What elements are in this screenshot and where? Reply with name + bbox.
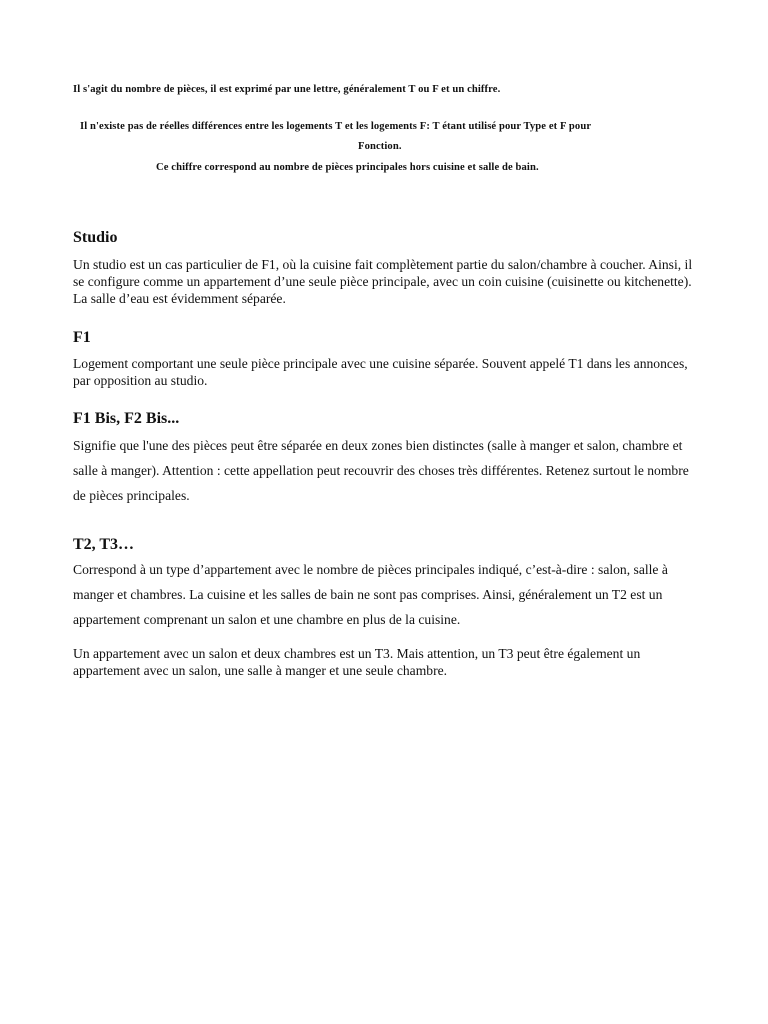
paragraph-t3-note: Un appartement avec un salon et deux chambres est un T3. Mais attention, un T3 peut être également un appartement avec un salon, une salle à manger et une seule chambre. <box>73 646 641 678</box>
heading-studio: Studio <box>73 229 118 246</box>
paragraph-studio: Un studio est un cas particulier de F1, où la cuisine fait complètement partie du salon/chambre à coucher. Ainsi, il se configure comme un appartement d’une seule pièce principale, avec un coin cuisine (cuisinette ou kitchenette). La salle d’eau est évidemment séparée. <box>73 257 693 306</box>
paragraph-f1-bis: Signifie que l'une des pièces peut être séparée en deux zones bien distinctes (salle à manger et salon, chambre et salle à manger). Attention : cette appellation peut recouvrir des choses très différentes. Retenez surtout le nombre de pièces principales. <box>73 438 689 503</box>
intro-line-2a: Il n'existe pas de réelles différences entre les logements T et les logements F: T étant utilisé pour Type et F pour <box>80 121 592 132</box>
heading-t2-t3: T2, T3… <box>73 536 135 553</box>
intro-line-3: Ce chiffre correspond au nombre de pièces principales hors cuisine et salle de bain. <box>156 162 539 173</box>
heading-f1: F1 <box>73 329 91 346</box>
paragraph-f1: Logement comportant une seule pièce principale avec une cuisine séparée. Souvent appelé T1 dans les annonces, par opposition au studio. <box>73 356 688 388</box>
heading-f1-bis: F1 Bis, F2 Bis... <box>73 410 180 427</box>
intro-line-2b: Fonction. <box>358 141 402 152</box>
paragraph-t2-t3: Correspond à un type d’appartement avec le nombre de pièces principales indiqué, c’est-à-dire : salon, salle à manger et chambres. La cuisine et les salles de bain ne sont pas comprises. Ainsi, généralement un T2 est un appartement comprenant un salon et une chambre en plus de la cuisine. <box>73 562 668 627</box>
intro-line-1: Il s'agit du nombre de pièces, il est exprimé par une lettre, généralement T ou F et un chiffre. <box>73 84 501 95</box>
